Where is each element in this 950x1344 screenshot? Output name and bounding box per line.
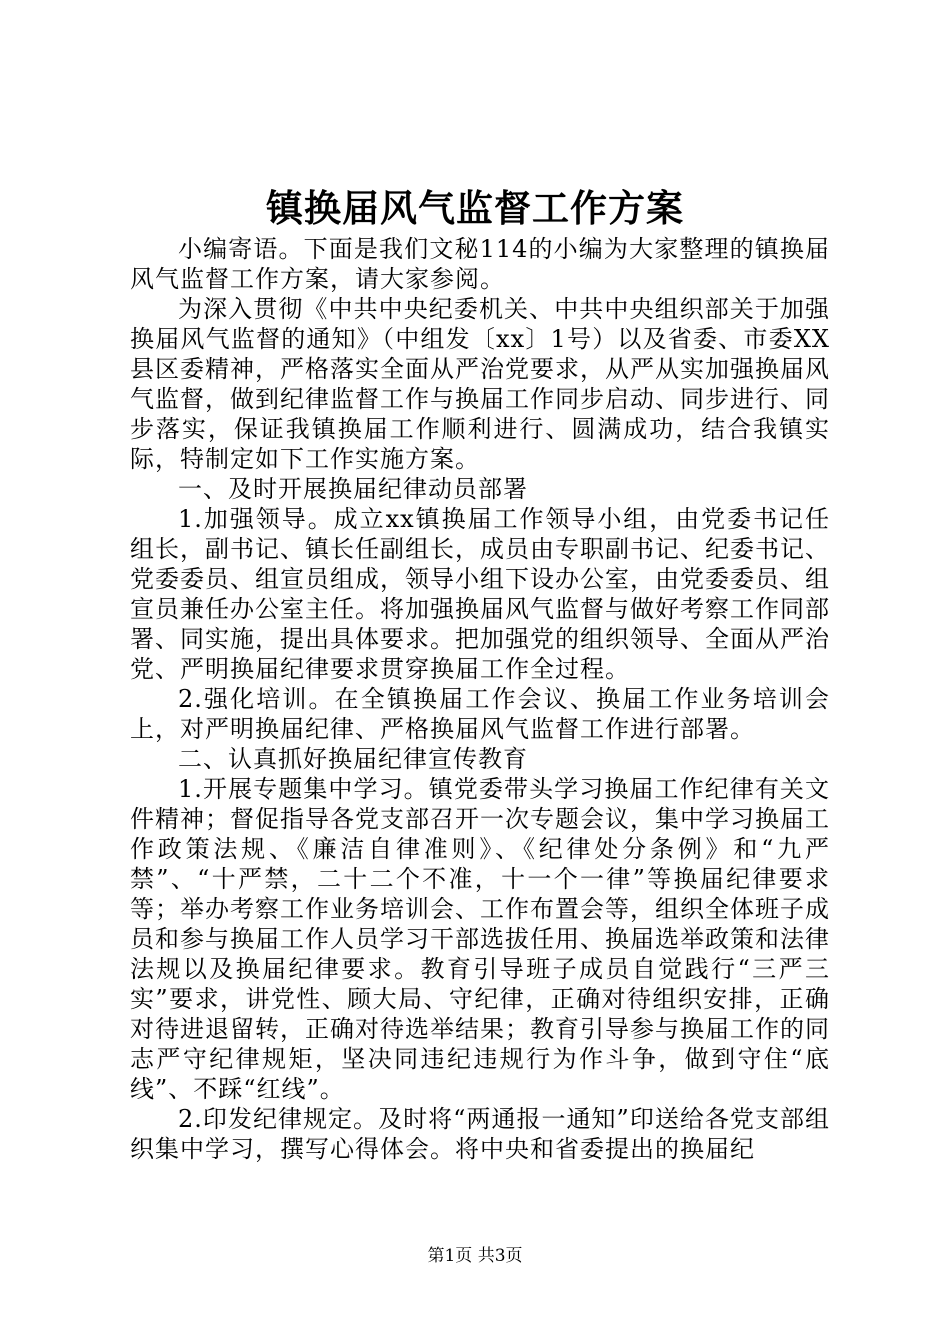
intro-paragraph: 小编寄语。下面是我们文秘114的小编为大家整理的镇换届风气监督工作方案，请大家参阅。 [130,235,830,293]
section-2-item-2: 2.印发纪律规定。及时将“两通报一通知”印送给各党支部组织集中学习，撰写心得体会。将中央和省委提出的换届纪 [130,1105,830,1163]
section-2-item-1: 1.开展专题集中学习。镇党委带头学习换届工作纪律有关文件精神；督促指导各党支部召开一次专题会议，集中学习换届工作政策法规、《廉洁自律准则》、《纪律处分条例》和“九严禁”、“十严禁，二十二个不准，十一个一律”等换届纪律要求等；举办考察工作业务培训会、工作布置会等，组织全体班子成员和参与换届工作人员学习干部选拔任用、换届选举政策和法律法规以及换届纪律要求。教育引导班子成员自觉践行“三严三实”要求，讲党性、顾大局、守纪律，正确对待组织安排，正确对待进退留转，正确对待选举结果；教育引导参与换届工作的同志严守纪律规矩，坚决同违纪违规行为作斗争，做到守住“底线”、不踩“红线”。 [130,775,830,1103]
section-2-heading: 二、认真抓好换届纪律宣传教育 [178,745,528,773]
section-1-heading: 一、及时开展换届纪律动员部署 [178,475,528,503]
document-title: 镇换届风气监督工作方案 [266,186,684,230]
preamble-paragraph: 为深入贯彻《中共中央纪委机关、中共中央组织部关于加强换届风气监督的通知》（中组发〔xx〕1号）以及省委、市委XX县区委精神，严格落实全面从严治党要求，从严从实加强换届风气监督，做到纪律监督工作与换届工作同步启动、同步进行、同步落实，保证我镇换届工作顺利进行、圆满成功，结合我镇实际，特制定如下工作实施方案。 [130,295,830,473]
section-1-item-1: 1.加强领导。成立xx镇换届工作领导小组，由党委书记任组长，副书记、镇长任副组长，成员由专职副书记、纪委书记、党委委员、组宣员组成，领导小组下设办公室，由党委委员、组宣员兼任办公室主任。将加强换届风气监督与做好考察工作同部署、同实施，提出具体要求。把加强党的组织领导、全面从严治党、严明换届纪律要求贯穿换届工作全过程。 [130,505,830,683]
document-body [130,234,830,1164]
section-1-item-2: 2.强化培训。在全镇换届工作会议、换届工作业务培训会上，对严明换届纪律、严格换届风气监督工作进行部署。 [130,685,830,743]
page-number-footer: 第1页 共3页 [427,1246,523,1266]
